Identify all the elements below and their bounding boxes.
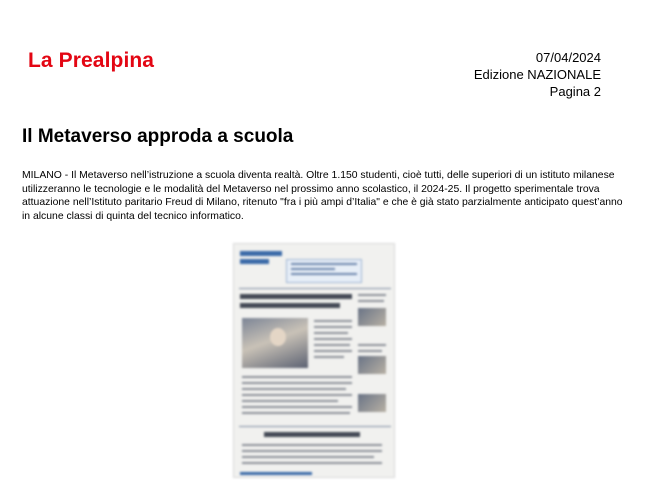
thumbnail-divider — [239, 426, 391, 427]
thumbnail-headline — [240, 303, 340, 308]
thumbnail-masthead — [240, 251, 282, 269]
page-number: Pagina 2 — [549, 84, 601, 99]
publication-logo: La Prealpina — [28, 49, 155, 72]
newspaper-page-thumbnail[interactable] — [233, 243, 395, 478]
publication-date: 07/04/2024 — [535, 50, 601, 65]
thumbnail-photo — [242, 318, 308, 368]
edition-info — [474, 49, 601, 100]
article-body: MILANO - Il Metaverso nell’istruzione a scuola diventa realtà. Oltre 1.150 studenti, cioè tutti, delle superiori di un istituto milanese utilizzeranno le tecnologie e le modalità del Metaverso nel prossimo anno scolastico, il 2024-25. Il progetto sperimentale trova attuazione nell’Istituto paritario Freud di Milano, ritenuto "fra i più ampi d’Italia" e che è già stato parzialmente anticipato quest’anno in alcune classi di quinta del tecnico informatico. — [22, 170, 623, 222]
thumbnail-side-photo — [358, 394, 386, 412]
thumbnail-headline — [264, 432, 360, 437]
thumbnail-side-photo — [358, 356, 386, 374]
thumbnail-footer-bar — [240, 472, 312, 475]
thumbnail-divider — [239, 288, 391, 289]
thumbnail-side-photo — [358, 308, 386, 326]
article-title: Il Metaverso approda a scuola — [22, 126, 294, 147]
thumbnail-headline — [240, 294, 352, 299]
edition-name: Edizione NAZIONALE — [473, 67, 601, 82]
thumbnail-article-box — [286, 259, 362, 283]
